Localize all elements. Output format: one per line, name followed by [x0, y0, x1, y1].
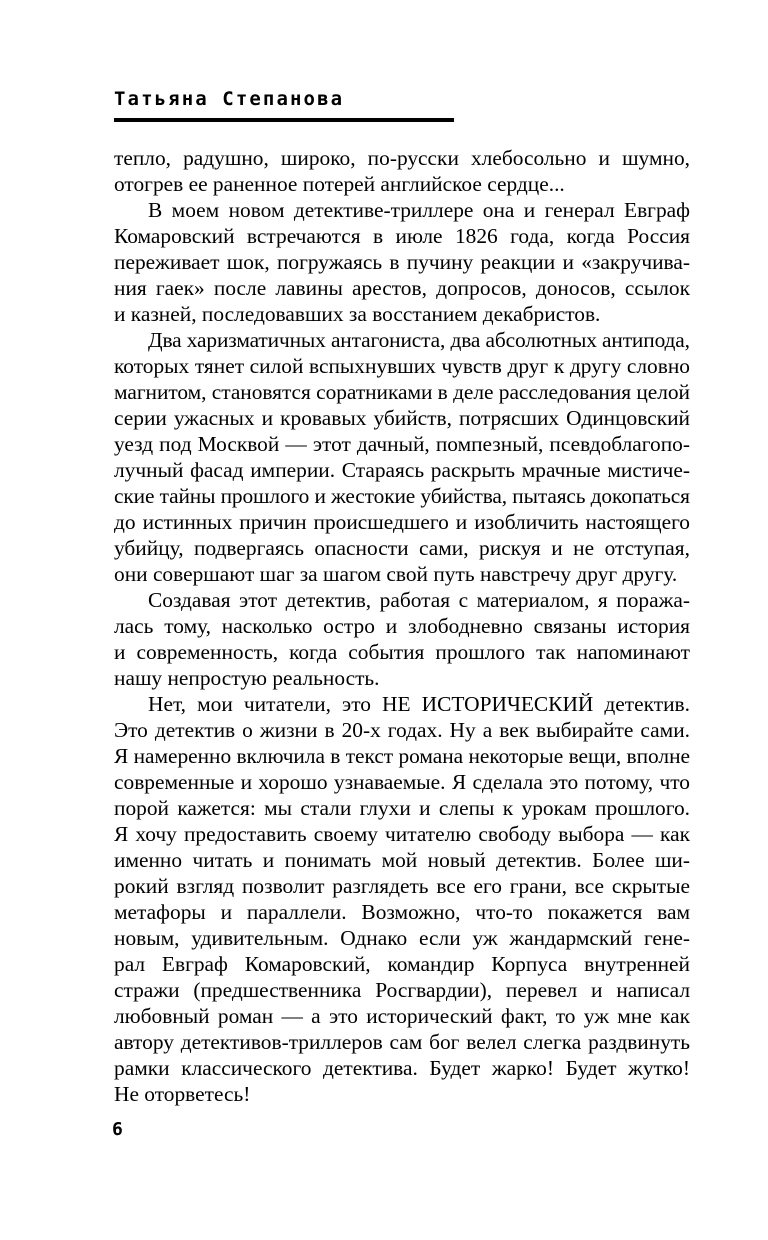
- text-line: отогрев ее раненное потерей английское сердце...: [114, 172, 565, 196]
- text-line: ния гаек» после лавины арестов, допросов, доносов, ссылок: [114, 276, 690, 300]
- text-line: убийцу, подвергаясь опасности сами, рискуя и не отступая,: [114, 536, 690, 560]
- text-line: Я хочу предоставить своему читателю свободу выбора — как: [114, 822, 690, 846]
- text-line: Комаровский встречаются в июле 1826 года, когда Россия: [114, 224, 690, 248]
- text-line: порой кажется: мы стали глухи и слепы к урокам прошлого.: [114, 796, 690, 820]
- text-line: нашу непростую реальность.: [114, 666, 380, 690]
- text-line: любовный роман — а это исторический факт, то уж мне как: [114, 1004, 690, 1028]
- text-line: тепло, радушно, широко, по-русски хлебосольно и шумно,: [114, 146, 690, 170]
- text-line: метафоры и параллели. Возможно, что-то покажется вам: [114, 900, 690, 924]
- text-line: до истинных причин происшедшего и изобличить настоящего: [114, 510, 690, 534]
- running-head: [114, 88, 454, 110]
- page-number: 6: [112, 1119, 123, 1140]
- text-line: Не оторветесь!: [114, 1082, 251, 1106]
- text-line: Создавая этот детектив, работая с материалом, я поража-: [148, 588, 690, 612]
- text-line: которых тянет силой вспыхнувших чувств друг к другу словно: [114, 354, 690, 378]
- text-line: современные и хорошо узнаваемые. Я сделала это потому, что: [114, 770, 690, 794]
- text-line: Я намеренно включила в текст романа некоторые вещи, вполне: [114, 744, 690, 768]
- text-line: В моем новом детективе-триллере она и генерал Евграф: [148, 198, 690, 222]
- text-line: уезд под Москвой — этот дачный, помпезный, псевдоблагопо-: [114, 432, 690, 456]
- paragraph: [114, 197, 690, 327]
- paragraph: [114, 691, 690, 1107]
- header-rule: [114, 118, 454, 122]
- text-line: новым, удивительным. Однако если уж жандармский гене-: [114, 926, 690, 950]
- text-line: серии ужасных и кровавых убийств, потрясших Одинцовский: [114, 406, 690, 430]
- text-line: они совершают шаг за шагом свой путь навстречу друг другу.: [114, 562, 678, 586]
- text-line: переживает шок, погружаясь в пучину реакции и «закручива-: [114, 250, 690, 274]
- text-line: рамки классического детектива. Будет жарко! Будет жутко!: [114, 1056, 690, 1080]
- text-line: магнитом, становятся соратниками в деле расследования целой: [114, 380, 690, 404]
- body-text: [114, 145, 690, 1107]
- text-line: и казней, последовавших за восстанием декабристов.: [114, 302, 601, 326]
- text-line: лась тому, насколько остро и злободневно связаны история: [114, 614, 690, 638]
- text-line: Нет, мои читатели, это НЕ ИСТОРИЧЕСКИЙ детектив.: [148, 692, 690, 716]
- text-line: рал Евграф Комаровский, командир Корпуса внутренней: [114, 952, 690, 976]
- text-line: Два харизматичных антагониста, два абсолютных антипода,: [148, 328, 690, 352]
- text-line: Это детектив о жизни в 20-х годах. Ну а век выбирайте сами.: [114, 718, 690, 742]
- paragraph: [114, 145, 690, 197]
- text-line: именно читать и понимать мой новый детектив. Более ши-: [114, 848, 690, 872]
- text-line: и современность, когда события прошлого так напоминают: [114, 640, 690, 664]
- text-line: стражи (предшественника Росгвардии), перевел и написал: [114, 978, 690, 1002]
- paragraph: [114, 327, 690, 587]
- paragraph: [114, 587, 690, 691]
- text-line: ские тайны прошлого и жестокие убийства, пытаясь докопаться: [114, 484, 690, 508]
- text-line: рокий взгляд позволит разглядеть все его грани, все скрытые: [114, 874, 690, 898]
- author-name: Татьяна Степанова: [114, 88, 345, 110]
- text-line: лучный фасад империи. Стараясь раскрыть мрачные мистиче-: [114, 458, 690, 482]
- text-line: автору детективов-триллеров сам бог велел слегка раздвинуть: [114, 1030, 690, 1054]
